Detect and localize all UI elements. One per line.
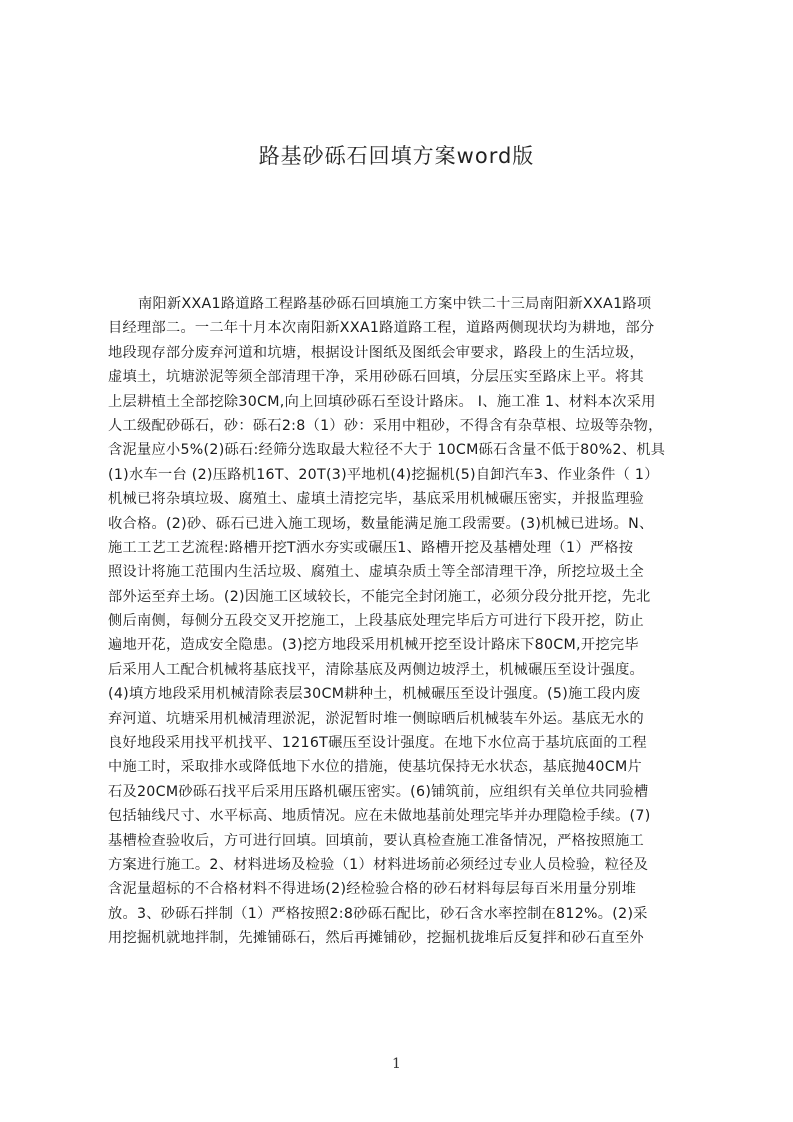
text-line: 目经理部二。一二年十月本次南阳新XXA1路道路工程，道路两侧现状均为耕地，部分 [108,320,655,337]
text-line: 后采用人工配合机械将基底找平，清除基底及两侧边坡浮土，机械碾压至设计强度。 [108,661,645,678]
text-line: 南阳新XXA1路道路工程路基砂砾石回填施工方案中铁二十三局南阳新XXA1路项 [138,296,652,312]
text-line: 弃河道、坑塘采用机械清理淤泥，淤泥暂时堆一侧晾晒后机械装车外运。基底无水的 [108,710,645,727]
text-line: (4)填方地段采用机械清除表层30CM耕种土，机械碾压至设计强度。(5)施工段内废 [108,686,641,703]
text-line: 收合格。(2)砂、砾石已进入施工现场，数量能满足施工段需要。(3)机械已进场。N、 [108,515,654,532]
text-line: 遍地开花，造成安全隐患。(3)挖方地段采用机械开挖至设计路床下80CM,开挖完毕 [108,637,639,654]
text-line: 含泥量应小5%(2)砾石:经筛分选取最大粒径不大于 10CM砾石含量不低于80%2、机具 [108,442,666,459]
text-line: 侧后南侧，每侧分五段交叉开挖施工，上段基底处理完毕后方可进行下段开挖，防止 [108,613,645,630]
text-line: 石及20CM砂砾石找平后采用压路机碾压密实。(6)铺筑前，应组织有关单位共同验槽 [108,783,649,800]
text-line: 施工工艺工艺流程:路槽开挖T洒水夯实或碾压1、路槽开挖及基槽处理（1）严格按 [108,539,634,556]
text-line: 包括轴线尺寸、水平标高、地质情况。应在未做地基前处理完毕并办理隐检手续。(7) [108,808,651,825]
text-line: 虚填土，坑塘淤泥等须全部清理干净，采用砂砾石回填，分层压实至路床上平。将其 [108,369,645,386]
text-line: 含泥量超标的不合格材料不得进场(2)经检验合格的砂石材料每层每百米用量分别堆 [108,881,637,898]
text-line: (1)水车一台 (2)压路机16T、20T(3)平地机(4)挖掘机(5)自卸汽车3、作业条件（ 1） [108,466,659,483]
page-number: 1 [392,1056,401,1072]
body-paragraph [108,292,698,947]
text-line: 方案进行施工。2、材料进场及检验（1）材料进场前必须经过专业人员检验，粒径及 [108,856,649,873]
text-line: 放。3、砂砾石拌制（1）严格按照2:8砂砾石配比，砂石含水率控制在812%。(2)采 [108,905,648,922]
page-title: 路基砂砾石回填方案word版 [258,144,535,168]
text-line: 机械已将杂填垃圾、腐殖土、虚填土清挖完毕，基底采用机械碾压密实，并报监理验 [108,491,645,508]
text-line: 照设计将施工范围内生活垃圾、腐殖土、虚填杂质土等全部清理干净，所挖垃圾土全 [108,564,645,581]
text-line: 部外运至弃土场。(2)因施工区域较长，不能完全封闭施工，必须分段分批开挖，先北 [108,588,651,605]
text-line: 用挖掘机就地拌制，先摊铺砾石，然后再摊铺砂，挖掘机拢堆后反复拌和砂石直至外 [108,930,645,947]
text-line: 地段现存部分废弃河道和坑塘，根据设计图纸及图纸会审要求，路段上的生活垃圾， [108,344,645,361]
text-line: 基槽检查验收后，方可进行回填。回填前，要认真检查施工准备情况，严格按照施工 [108,832,645,849]
text-line: 人工级配砂砾石，砂：砾石2:8（1）砂：采用中粗砂，不得含有杂草根、垃圾等杂物， [108,417,663,434]
text-line: 上层耕植土全部挖除30CM,向上回填砂砾石至设计路床。 I、施工准 1、材料本次采用 [108,393,656,410]
text-line: 良好地段采用找平机找平、1216T碾压至设计强度。在地下水位高于基坑底面的工程 [108,735,647,752]
text-line: 中施工时，采取排水或降低地下水位的措施，使基坑保持无水状态，基底抛40CM片 [108,759,642,776]
